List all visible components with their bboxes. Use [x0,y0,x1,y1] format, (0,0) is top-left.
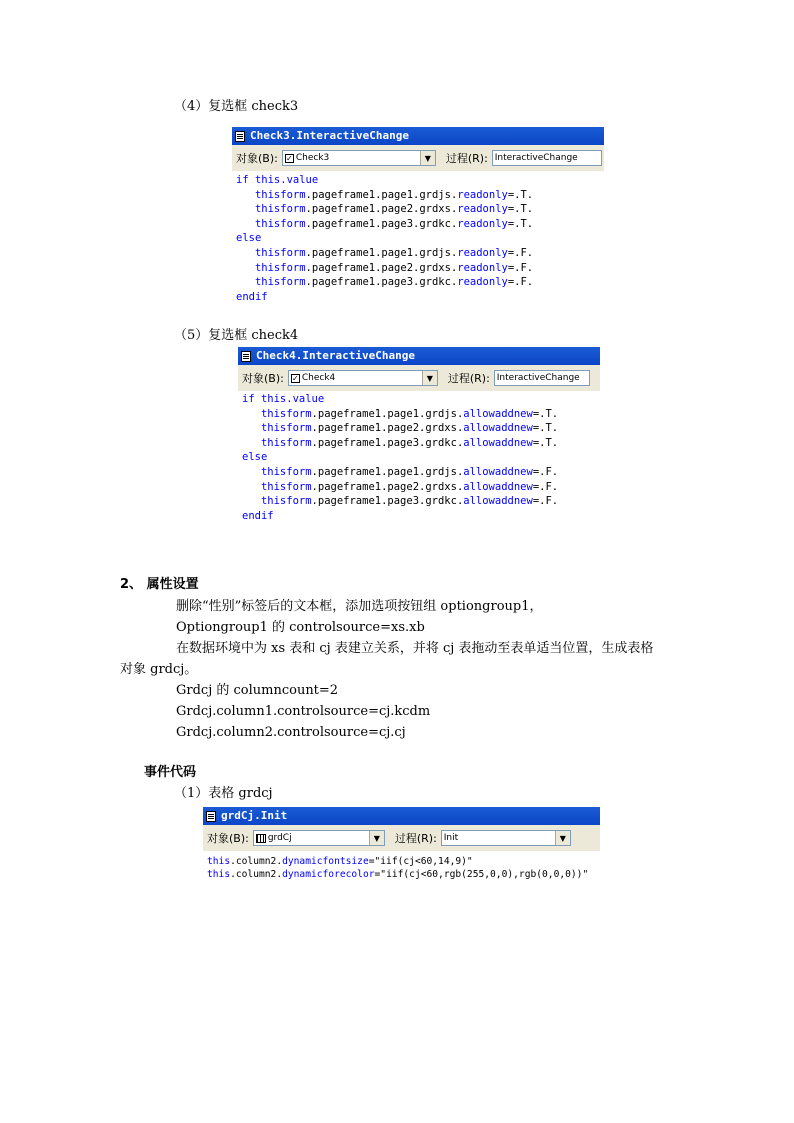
code-window-icon [206,811,216,822]
code-keyword: thisform [260,422,312,435]
code-window-grdcj [203,807,600,882]
code-keyword: dynamicfontsize [282,856,369,867]
code-text: .column2. [230,869,283,880]
code-keyword: thisform [260,407,312,420]
code-keyword: readonly [457,276,508,289]
code-line [236,275,604,290]
code-text [236,218,255,230]
code-keyword: thisform [254,217,306,230]
paragraph-line: Grdcj.column2.controlsource=cj.cj [176,725,406,740]
procedure-label: 过程(R): [394,832,437,845]
code-keyword: allowaddnew [463,495,533,508]
section-heading-grdcj: （1）表格 grdcj [174,786,273,801]
section-heading-check4: （5）复选框 check4 [174,328,299,343]
code-text [242,422,261,434]
code-keyword: else [236,232,262,245]
object-label: 对象(B): [236,152,278,165]
object-label: 对象(B): [207,832,249,845]
code-keyword: if this.value [236,174,319,186]
code-keyword: thisform [254,261,306,274]
paragraph-line: 删除“性别”标签后的文本框，添加选项按钮组 optiongroup1， [176,599,543,614]
code-line [242,509,600,524]
code-keyword: thisform [260,495,312,508]
code-text [236,276,255,288]
code-text: .column2. [230,856,283,867]
code-keyword: allowaddnew [463,436,533,449]
checkbox-icon: ✓ [291,373,299,383]
code-text [236,189,255,201]
object-select-value: Check4 [301,373,336,383]
code-text: .pageframe1.page2.grdxs. [305,261,458,274]
window-toolbar [232,145,604,171]
procedure-select-value: InteractiveChange [494,153,578,163]
code-keyword: allowaddnew [463,407,533,420]
section-heading-events: 事件代码 [144,765,197,780]
procedure-select[interactable] [441,830,571,846]
code-text: =.F. [507,276,534,289]
code-line [242,421,600,436]
code-text: .pageframe1.page2.grdxs. [311,480,464,493]
code-keyword: thisform [260,480,312,493]
code-line [242,407,600,422]
object-select-value: grdCj [267,833,292,843]
code-line [236,202,604,217]
window-titlebar [203,807,600,825]
window-titlebar [238,347,600,365]
code-keyword: endif [242,509,274,522]
window-toolbar [238,365,600,391]
code-keyword: thisform [260,465,312,478]
code-keyword: else [242,451,268,464]
code-keyword: allowaddnew [463,480,533,493]
code-editor[interactable] [232,171,604,304]
window-titlebar [232,127,604,145]
code-text: .pageframe1.page3.grdkc. [305,276,458,289]
code-text [236,262,255,274]
chevron-down-icon[interactable]: ▼ [369,831,384,845]
code-line [242,480,600,495]
code-text: .pageframe1.page1.grdjs. [305,188,458,201]
code-text [242,495,261,507]
paragraph-line: Grdcj 的 columncount=2 [176,683,339,698]
code-text: =.T. [532,407,559,420]
code-text [236,203,255,215]
code-text: =.F. [507,246,534,259]
code-keyword: allowaddnew [463,465,533,478]
paragraph-line: 对象 grdcj。 [120,662,198,677]
code-keyword: thisform [254,276,306,289]
code-text: =.T. [532,422,559,435]
code-line [236,261,604,276]
code-keyword: allowaddnew [463,422,533,435]
code-keyword: this [207,856,231,867]
chevron-down-icon[interactable]: ▼ [420,151,435,165]
procedure-select[interactable] [494,370,590,386]
code-line [236,173,604,188]
code-text: =.T. [532,436,559,449]
chevron-down-icon[interactable]: ▼ [555,831,570,845]
code-line [242,465,600,480]
code-keyword: thisform [254,203,306,216]
paragraph-line: 在数据环境中为 xs 表和 cj 表建立关系，并将 cj 表拖动至表单适当位置，生成表格 [176,641,654,656]
code-text [242,408,261,420]
grid-icon [256,834,266,843]
chevron-down-icon[interactable]: ▼ [422,371,437,385]
procedure-select-value: Init [443,833,459,843]
procedure-label: 过程(R): [447,372,490,385]
code-line [236,246,604,261]
code-window-check4 [238,347,600,529]
code-text [242,466,261,478]
code-keyword: thisform [254,246,306,259]
code-keyword: readonly [457,246,508,259]
code-keyword: thisform [254,188,306,201]
code-keyword: thisform [260,436,312,449]
code-text: ="iif(cj<60,14,9)" [368,856,473,867]
code-text [236,247,255,259]
code-text [242,437,261,449]
code-text: =.F. [532,495,559,508]
code-keyword: dynamicforecolor [282,869,375,880]
procedure-select-value: InteractiveChange [496,373,580,383]
code-editor[interactable] [203,851,600,881]
code-text [242,481,261,493]
object-label: 对象(B): [242,372,284,385]
code-window-check3 [232,127,604,315]
code-text: ="iif(cj<60,rgb(255,0,0),rgb(0,0,0))" [374,869,589,880]
section-heading-check3: （4）复选框 check3 [174,99,299,114]
code-text: .pageframe1.page3.grdkc. [311,495,464,508]
code-line [236,231,604,246]
object-select-value: Check3 [295,153,330,163]
code-text: .pageframe1.page3.grdkc. [311,436,464,449]
code-line [242,450,600,465]
code-text: .pageframe1.page2.grdxs. [311,422,464,435]
code-line [242,436,600,451]
code-text: .pageframe1.page1.grdjs. [311,465,464,478]
code-text: =.F. [532,465,559,478]
code-line [236,217,604,232]
window-title: Check3.InteractiveChange [250,129,409,142]
object-select[interactable] [288,370,438,386]
window-title: grdCj.Init [221,809,288,822]
code-keyword: readonly [457,203,508,216]
code-text: =.T. [507,217,534,230]
code-line [242,494,600,509]
code-text: =.T. [507,188,534,201]
code-line [207,855,600,868]
window-title: Check4.InteractiveChange [256,349,415,362]
code-keyword: if this.value [242,393,325,405]
code-keyword: readonly [457,188,508,201]
object-select[interactable] [282,150,436,166]
code-text: .pageframe1.page2.grdxs. [305,203,458,216]
procedure-label: 过程(R): [445,152,488,165]
code-keyword: this [207,869,231,880]
code-keyword: readonly [457,261,508,274]
procedure-select[interactable] [492,150,602,166]
code-text: .pageframe1.page3.grdkc. [305,217,458,230]
code-window-icon [235,131,245,142]
code-line [236,188,604,203]
code-text: =.T. [507,203,534,216]
paragraph-line: Grdcj.column1.controlsource=cj.kcdm [176,704,431,719]
code-line [242,392,600,407]
code-line [236,290,604,305]
code-keyword: readonly [457,217,508,230]
code-keyword: endif [236,290,268,303]
code-line [207,868,600,881]
window-toolbar [203,825,600,851]
code-text: .pageframe1.page1.grdjs. [311,407,464,420]
code-window-icon [241,351,251,362]
code-editor[interactable] [238,391,600,523]
section-heading-properties: 2、 属性设置 [120,577,199,592]
object-select[interactable] [253,830,385,846]
code-text: =.F. [532,480,559,493]
paragraph-line: Optiongroup1 的 controlsource=xs.xb [176,620,425,635]
code-text: .pageframe1.page1.grdjs. [305,246,458,259]
checkbox-icon: ✓ [285,153,293,163]
code-text: =.F. [507,261,534,274]
